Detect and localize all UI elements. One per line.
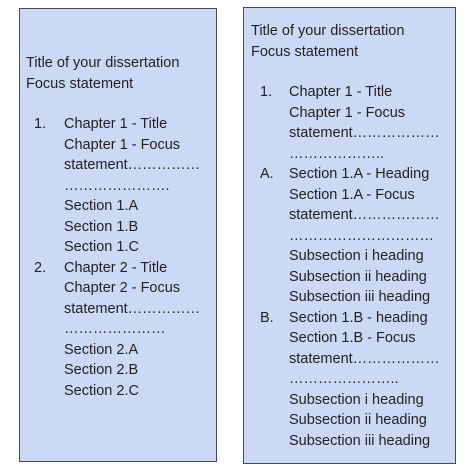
outline-line: ……………….. <box>289 145 385 162</box>
list-marker: 1. <box>34 116 47 132</box>
dissertation-title: Title of your dissertation <box>26 55 180 71</box>
outline-line: Section 2.C <box>64 382 139 399</box>
outline-line: Section 1.C <box>64 239 139 255</box>
outline-line: Subsection iii heading <box>289 432 431 449</box>
chapter-2-entry <box>26 258 216 402</box>
outline-line: Chapter 1 - Title <box>64 116 168 132</box>
outline-line: Chapter 1 - Focus <box>64 136 181 153</box>
outline-line: Subsection iii heading <box>289 289 431 305</box>
outline-line: …………………. <box>64 177 170 194</box>
spacer <box>251 62 455 82</box>
outline-line: Section 1.A <box>64 198 139 214</box>
outline-line: statement…………… <box>64 300 201 317</box>
outline-line: Subsection i heading <box>289 248 424 264</box>
chapter-1-entry <box>26 114 216 258</box>
outline-line: Section 1.B - Focus <box>289 330 416 346</box>
outline-line: statement……………… <box>289 125 440 141</box>
outline-line: Chapter 2 - Title <box>64 259 168 276</box>
list-marker: B. <box>260 309 274 326</box>
outline-line: Section 2.A <box>64 341 139 358</box>
outline-line: Chapter 2 - Focus <box>64 280 181 296</box>
outline-card-simple <box>19 8 217 462</box>
outline-line: Subsection ii heading <box>289 412 427 428</box>
list-marker: A. <box>260 166 274 182</box>
outline-line: Section 1.A - Focus <box>289 186 415 203</box>
outline-line: Chapter 1 - Title <box>289 84 393 100</box>
focus-statement: Focus statement <box>251 43 359 60</box>
section-a-entry <box>251 164 455 308</box>
chapter-1-entry <box>251 82 455 164</box>
outline-line: statement……………… <box>289 207 440 223</box>
outline-card-detailed <box>243 7 456 464</box>
outline-line: Section 1.B <box>64 218 139 235</box>
outline-line: Subsection i heading <box>289 391 424 408</box>
outline-line: Section 1.B - heading <box>289 309 428 326</box>
outline-line: Chapter 1 - Focus <box>289 104 406 121</box>
outline-line: Section 2.B <box>64 362 139 378</box>
outline-line: Subsection ii heading <box>289 268 427 285</box>
outline-line: ………………… <box>64 321 166 337</box>
section-b-entry <box>251 308 455 452</box>
focus-statement: Focus statement <box>26 75 134 92</box>
outline-line: ………………………… <box>289 227 434 244</box>
list-marker: 1. <box>260 84 273 100</box>
outline-line: ………………….. <box>289 371 399 387</box>
spacer <box>26 94 216 114</box>
outline-line: statement……………… <box>289 350 440 367</box>
outline-line: statement…………… <box>64 157 201 173</box>
outline-line: Section 1.A - Heading <box>289 166 430 182</box>
dissertation-title: Title of your dissertation <box>251 23 405 39</box>
list-marker: 2. <box>34 259 47 276</box>
